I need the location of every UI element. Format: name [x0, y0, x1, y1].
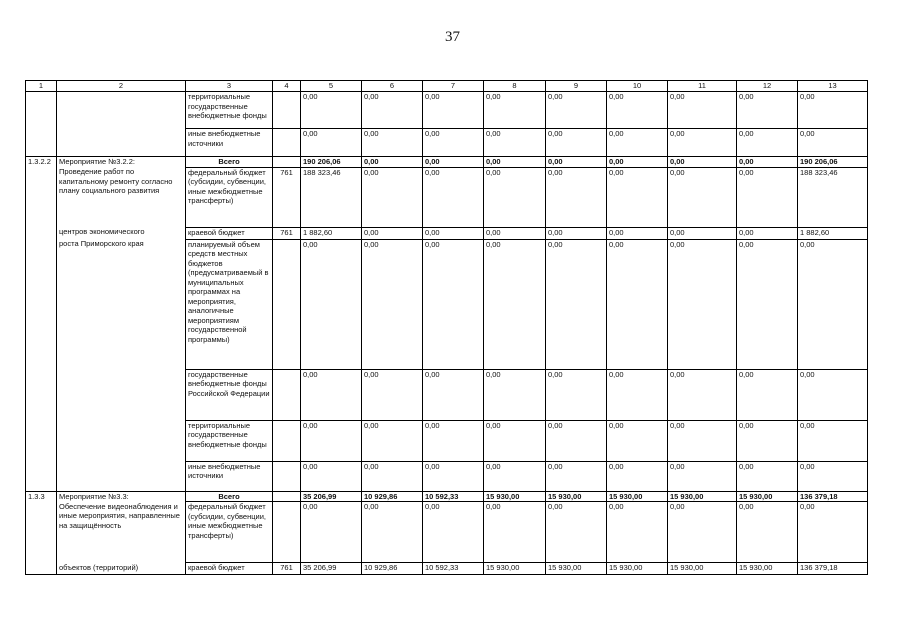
- amount-cell: 0,00: [607, 420, 668, 461]
- amount-cell: 0,00: [607, 167, 668, 227]
- row-code-cell: [26, 167, 57, 227]
- amount-cell: 15 930,00: [484, 563, 546, 575]
- amount-cell: 0,00: [301, 129, 362, 157]
- column-header: 1: [26, 81, 57, 92]
- amount-cell: 0,00: [668, 420, 737, 461]
- table-row: [26, 167, 868, 227]
- amount-cell: 15 930,00: [668, 563, 737, 575]
- row-code-cell: [26, 227, 57, 239]
- amount-cell: 0,00: [798, 92, 868, 129]
- amount-cell: 0,00: [798, 420, 868, 461]
- amount-cell: 0,00: [423, 167, 484, 227]
- amount-cell: 0,00: [668, 461, 737, 491]
- funding-source-cell: федеральный бюджет (субсидии, субвенции, иные межбюджетные трансферты): [186, 167, 273, 227]
- funding-source-cell: федеральный бюджет (субсидии, субвенции, иные межбюджетные трансферты): [186, 502, 273, 563]
- amount-cell: 0,00: [607, 502, 668, 563]
- column-header: 11: [668, 81, 737, 92]
- amount-cell: 0,00: [546, 461, 607, 491]
- column-header: 4: [273, 81, 301, 92]
- amount-cell: 0,00: [546, 129, 607, 157]
- amount-cell: 0,00: [546, 369, 607, 420]
- row-code-cell: [26, 369, 57, 420]
- column-header: 2: [57, 81, 186, 92]
- amount-cell: 35 206,99: [301, 491, 362, 502]
- amount-cell: 0,00: [484, 227, 546, 239]
- funding-source-cell: планируемый объем средств местных бюджетов (предусматриваемый в муниципальных программах на мероприятия, аналогичные мероприятиям государственной программы): [186, 239, 273, 369]
- table-row: [26, 92, 868, 129]
- activity-name-cell: Обеспечение видеонаблюдения и иные мероприятия, направленные на защищённость: [57, 502, 186, 563]
- amount-cell: 0,00: [798, 129, 868, 157]
- amount-cell: 0,00: [798, 502, 868, 563]
- amount-cell: 0,00: [737, 239, 798, 369]
- amount-cell: 136 379,18: [798, 491, 868, 502]
- amount-cell: 0,00: [362, 92, 423, 129]
- row-code-cell: [26, 502, 57, 563]
- amount-cell: 0,00: [423, 502, 484, 563]
- activity-name-cell: объектов (территорий): [57, 563, 186, 575]
- activity-name-cell: [57, 92, 186, 129]
- amount-cell: 0,00: [546, 92, 607, 129]
- column-header: 13: [798, 81, 868, 92]
- amount-cell: 0,00: [362, 167, 423, 227]
- row-code-cell: 1.3.3: [26, 491, 57, 502]
- amount-cell: 0,00: [668, 157, 737, 168]
- amount-cell: 0,00: [484, 167, 546, 227]
- amount-cell: 1 882,60: [301, 227, 362, 239]
- budget-code-cell: [273, 369, 301, 420]
- amount-cell: 15 930,00: [546, 563, 607, 575]
- amount-cell: 1 882,60: [798, 227, 868, 239]
- amount-cell: 188 323,46: [798, 167, 868, 227]
- row-code-cell: [26, 92, 57, 129]
- amount-cell: 0,00: [546, 167, 607, 227]
- amount-cell: 0,00: [301, 369, 362, 420]
- amount-cell: 0,00: [737, 92, 798, 129]
- table-row: [26, 157, 868, 168]
- activity-name-cell: роста Приморского края: [57, 239, 186, 369]
- amount-cell: 0,00: [423, 369, 484, 420]
- amount-cell: 0,00: [362, 157, 423, 168]
- amount-cell: 0,00: [301, 502, 362, 563]
- amount-cell: 0,00: [362, 239, 423, 369]
- amount-cell: 0,00: [668, 92, 737, 129]
- budget-code-cell: [273, 92, 301, 129]
- amount-cell: 0,00: [607, 239, 668, 369]
- funding-source-cell: Всего: [186, 491, 273, 502]
- amount-cell: 0,00: [546, 239, 607, 369]
- budget-code-cell: 761: [273, 167, 301, 227]
- activity-name-cell: [57, 129, 186, 157]
- funding-source-cell: Всего: [186, 157, 273, 168]
- amount-cell: 0,00: [484, 461, 546, 491]
- budget-table: [25, 80, 868, 575]
- amount-cell: 0,00: [301, 420, 362, 461]
- column-header: 9: [546, 81, 607, 92]
- amount-cell: 0,00: [423, 92, 484, 129]
- amount-cell: 0,00: [362, 369, 423, 420]
- amount-cell: 0,00: [668, 227, 737, 239]
- amount-cell: 15 930,00: [737, 563, 798, 575]
- amount-cell: 15 930,00: [737, 491, 798, 502]
- amount-cell: 0,00: [423, 227, 484, 239]
- amount-cell: 10 592,33: [423, 491, 484, 502]
- activity-name-cell: Проведение работ по капитальному ремонту согласно плану социального развития: [57, 167, 186, 227]
- column-header: 10: [607, 81, 668, 92]
- funding-source-cell: государственные внебюджетные фонды Российской Федерации: [186, 369, 273, 420]
- amount-cell: 0,00: [737, 157, 798, 168]
- funding-source-cell: территориальные государственные внебюджетные фонды: [186, 92, 273, 129]
- table-row: [26, 502, 868, 563]
- amount-cell: 0,00: [668, 369, 737, 420]
- column-header: 6: [362, 81, 423, 92]
- amount-cell: 0,00: [607, 369, 668, 420]
- column-header: 12: [737, 81, 798, 92]
- amount-cell: 15 930,00: [607, 491, 668, 502]
- amount-cell: 0,00: [546, 157, 607, 168]
- table-row: [26, 369, 868, 420]
- activity-name-cell: [57, 461, 186, 491]
- budget-code-cell: [273, 129, 301, 157]
- column-header: 7: [423, 81, 484, 92]
- amount-cell: 0,00: [607, 92, 668, 129]
- column-header: 5: [301, 81, 362, 92]
- amount-cell: 0,00: [668, 167, 737, 227]
- budget-code-cell: [273, 420, 301, 461]
- amount-cell: 0,00: [484, 369, 546, 420]
- amount-cell: 0,00: [362, 227, 423, 239]
- amount-cell: 10 592,33: [423, 563, 484, 575]
- budget-code-cell: 761: [273, 227, 301, 239]
- amount-cell: 0,00: [798, 239, 868, 369]
- funding-source-cell: иные внебюджетные источники: [186, 461, 273, 491]
- table-header-row: [26, 81, 868, 92]
- amount-cell: 0,00: [301, 239, 362, 369]
- amount-cell: 188 323,46: [301, 167, 362, 227]
- amount-cell: 0,00: [737, 129, 798, 157]
- amount-cell: 0,00: [484, 157, 546, 168]
- amount-cell: 0,00: [423, 129, 484, 157]
- amount-cell: 0,00: [362, 129, 423, 157]
- table-row: [26, 227, 868, 239]
- activity-name-cell: Мероприятие №3.3:: [57, 491, 186, 502]
- table-row: [26, 420, 868, 461]
- amount-cell: 0,00: [362, 420, 423, 461]
- amount-cell: 0,00: [737, 461, 798, 491]
- amount-cell: 0,00: [737, 227, 798, 239]
- activity-name-cell: центров экономического: [57, 227, 186, 239]
- amount-cell: 0,00: [423, 239, 484, 369]
- amount-cell: 0,00: [301, 461, 362, 491]
- amount-cell: 15 930,00: [607, 563, 668, 575]
- amount-cell: 0,00: [607, 157, 668, 168]
- amount-cell: 0,00: [484, 92, 546, 129]
- amount-cell: 0,00: [607, 461, 668, 491]
- amount-cell: 0,00: [737, 167, 798, 227]
- table-row: [26, 491, 868, 502]
- row-code-cell: [26, 239, 57, 369]
- amount-cell: 190 206,06: [798, 157, 868, 168]
- row-code-cell: [26, 420, 57, 461]
- funding-source-cell: иные внебюджетные источники: [186, 129, 273, 157]
- amount-cell: 190 206,06: [301, 157, 362, 168]
- column-header: 3: [186, 81, 273, 92]
- amount-cell: 15 930,00: [484, 491, 546, 502]
- budget-code-cell: [273, 157, 301, 168]
- funding-source-cell: краевой бюджет: [186, 563, 273, 575]
- column-header: 8: [484, 81, 546, 92]
- budget-code-cell: [273, 502, 301, 563]
- activity-name-cell: Мероприятие №3.2.2:: [57, 157, 186, 168]
- row-code-cell: 1.3.2.2: [26, 157, 57, 168]
- amount-cell: 0,00: [798, 461, 868, 491]
- row-code-cell: [26, 461, 57, 491]
- funding-source-cell: краевой бюджет: [186, 227, 273, 239]
- funding-source-cell: территориальные государственные внебюджетные фонды: [186, 420, 273, 461]
- amount-cell: 0,00: [362, 502, 423, 563]
- budget-code-cell: [273, 461, 301, 491]
- amount-cell: 10 929,86: [362, 491, 423, 502]
- table-body: [26, 81, 868, 575]
- page-number: 37: [445, 29, 460, 45]
- amount-cell: 0,00: [484, 502, 546, 563]
- amount-cell: 10 929,86: [362, 563, 423, 575]
- amount-cell: 35 206,99: [301, 563, 362, 575]
- table-row: [26, 129, 868, 157]
- amount-cell: 0,00: [484, 420, 546, 461]
- budget-code-cell: [273, 491, 301, 502]
- amount-cell: 0,00: [362, 461, 423, 491]
- budget-code-cell: 761: [273, 563, 301, 575]
- budget-code-cell: [273, 239, 301, 369]
- amount-cell: 0,00: [546, 227, 607, 239]
- amount-cell: 0,00: [607, 227, 668, 239]
- amount-cell: 0,00: [484, 239, 546, 369]
- amount-cell: 15 930,00: [668, 491, 737, 502]
- amount-cell: 0,00: [668, 239, 737, 369]
- amount-cell: 0,00: [737, 502, 798, 563]
- activity-name-cell: [57, 369, 186, 420]
- table-row: [26, 461, 868, 491]
- amount-cell: 0,00: [607, 129, 668, 157]
- row-code-cell: [26, 129, 57, 157]
- table-row: [26, 563, 868, 575]
- amount-cell: 0,00: [546, 420, 607, 461]
- amount-cell: 136 379,18: [798, 563, 868, 575]
- activity-name-cell: [57, 420, 186, 461]
- amount-cell: 0,00: [423, 157, 484, 168]
- amount-cell: 0,00: [668, 129, 737, 157]
- amount-cell: 0,00: [668, 502, 737, 563]
- amount-cell: 0,00: [798, 369, 868, 420]
- amount-cell: 0,00: [737, 420, 798, 461]
- amount-cell: 0,00: [737, 369, 798, 420]
- amount-cell: 0,00: [301, 92, 362, 129]
- table-row: [26, 239, 868, 369]
- amount-cell: 0,00: [423, 420, 484, 461]
- amount-cell: 0,00: [484, 129, 546, 157]
- amount-cell: 0,00: [423, 461, 484, 491]
- amount-cell: 0,00: [546, 502, 607, 563]
- row-code-cell: [26, 563, 57, 575]
- amount-cell: 15 930,00: [546, 491, 607, 502]
